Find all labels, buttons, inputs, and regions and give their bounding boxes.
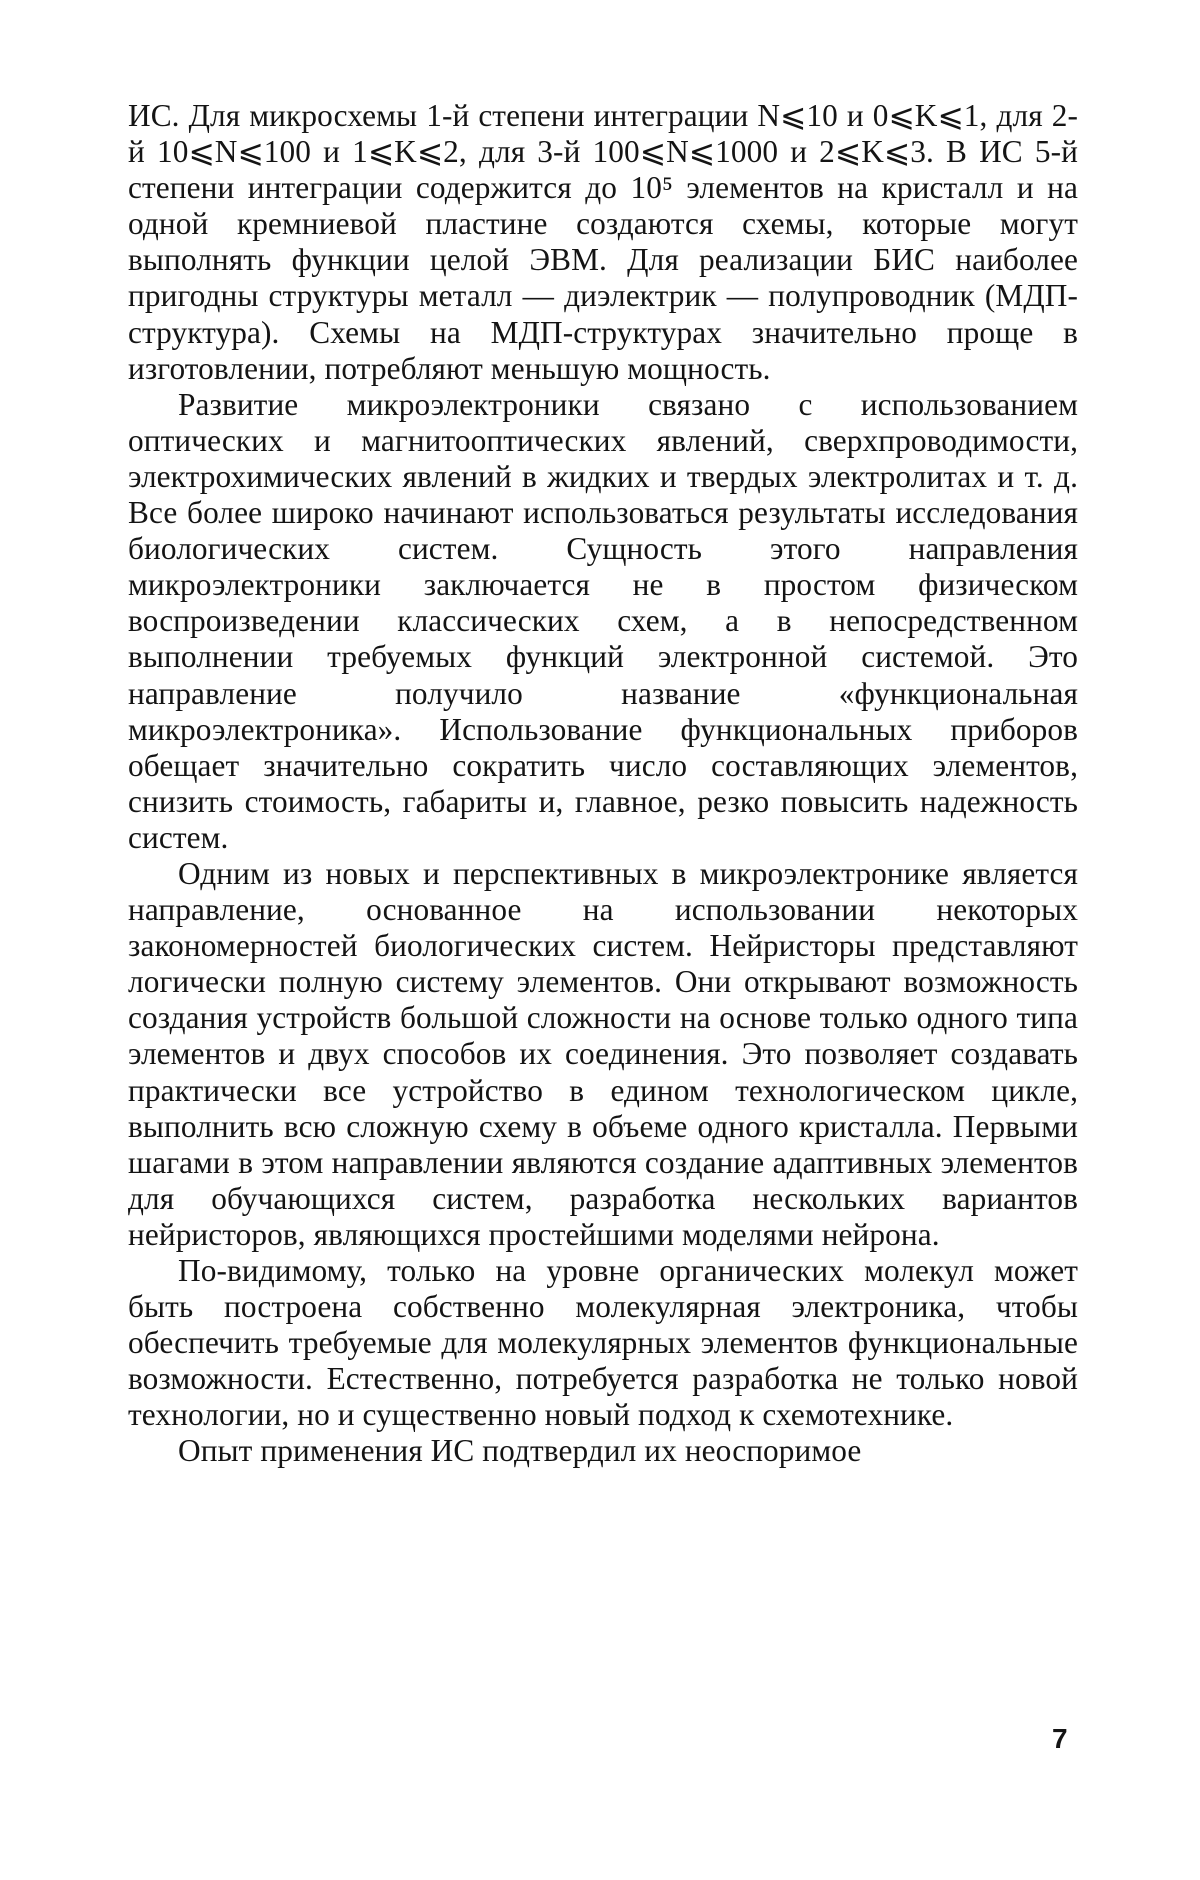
paragraph: ИС. Для микросхемы 1-й степени интеграции N⩽10 и 0⩽K⩽1, для 2-й 10⩽N⩽100 и 1⩽K⩽2, для 3-й 100⩽N⩽1000 и 2⩽K⩽3. В ИС 5-й степени интеграции содержится до 10⁵ элементов на кристалл и на одной кремниевой пластине создаются схемы, которые могут выполнять функции целой ЭВМ. Для реализации БИС наиболее пригодны структуры металл — диэлектрик — полупроводник (МДП-структура). Схемы на МДП-структурах значительно проще в изготовлении, потребляют меньшую мощность.	[128, 98, 1078, 386]
page-number: 7	[1052, 1723, 1068, 1754]
paragraph: По-видимому, только на уровне органических молекул может быть построена собственно молекулярная электроника, чтобы обеспечить требуемые для молекулярных элементов функциональные возможности. Естественно, потребуется разработка не только новой технологии, но и существенно новый подход к схемотехнике.	[128, 1253, 1078, 1433]
paragraph: Развитие микроэлектроники связано с использованием оптических и магнитооптических явлений, сверхпроводимости, электрохимических явлений в жидких и твердых электролитах и т. д. Все более широко начинают использоваться результаты исследования биологических систем. Сущность этого направления микроэлектроники заключается не в простом физическом воспроизведении классических схем, а в непосредственном выполнении требуемых функций электронной системой. Это направление получило название «функциональная микроэлектроника». Использование функциональных приборов обещает значительно сократить число составляющих элементов, снизить стоимость, габариты и, главное, резко повысить надежность систем.	[128, 386, 1078, 855]
paragraph: Опыт применения ИС подтвердил их неоспоримое	[178, 1433, 862, 1469]
paragraph: Одним из новых и перспективных в микроэлектронике является направление, основанное на использовании некоторых закономерностей биологических систем. Нейристоры представляют логически полную систему элементов. Они открывают возможность создания устройств большой сложности на основе только одного типа элементов и двух способов их соединения. Это позволяет создавать практически все устройство в едином технологическом цикле, выполнить всю сложную схему в объеме одного кристалла. Первыми шагами в этом направлении являются создание адаптивных элементов для обучающихся систем, разработка нескольких вариантов нейристоров, являющихся простейшими моделями нейрона.	[128, 855, 1078, 1252]
book-page	[128, 98, 1078, 1858]
